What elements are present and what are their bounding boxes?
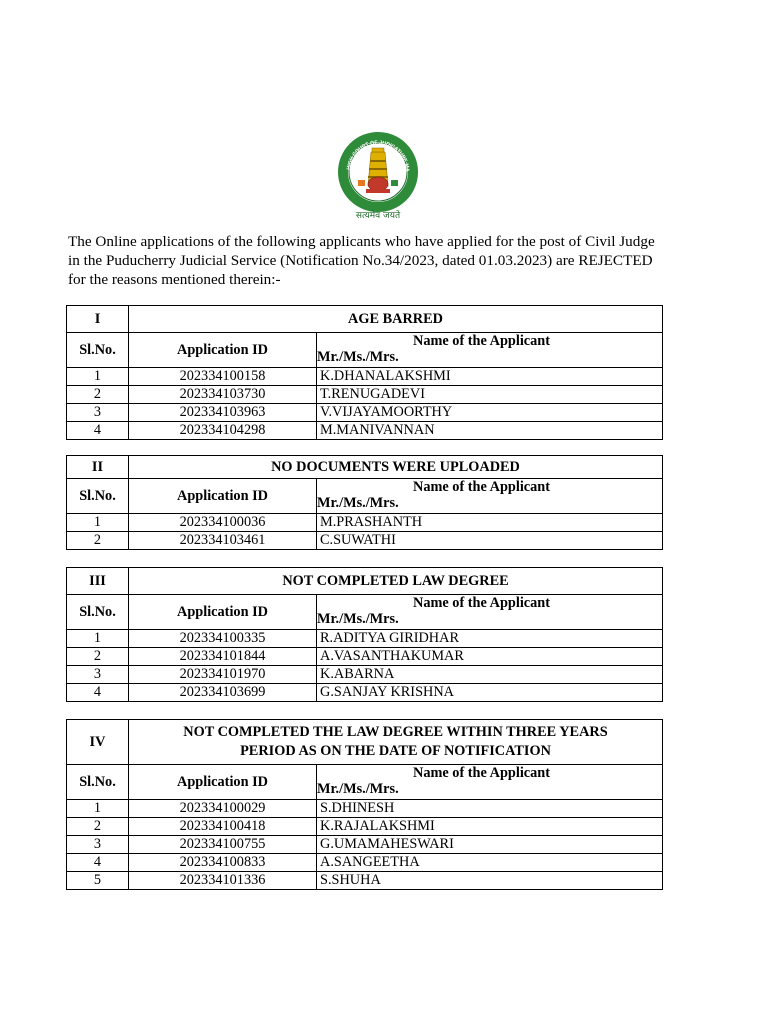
- table-row: [67, 684, 663, 702]
- section-title: NO DOCUMENTS WERE UPLOADED: [129, 456, 663, 479]
- table-row: [67, 800, 663, 818]
- cell-app-id: 202334100158: [129, 368, 317, 386]
- table-row: [67, 666, 663, 684]
- cell-name: C.SUWATHI: [317, 532, 663, 550]
- col-name-line2: Mr./Ms./Mrs.: [317, 611, 399, 627]
- cell-sl: 1: [67, 630, 129, 648]
- cell-name: M.MANIVANNAN: [317, 422, 663, 440]
- cell-app-id: 202334104298: [129, 422, 317, 440]
- col-sl-no: Sl.No.: [67, 765, 129, 800]
- cell-sl: 4: [67, 684, 129, 702]
- high-court-emblem: [322, 132, 434, 222]
- section-number: I: [67, 306, 129, 333]
- cell-sl: 2: [67, 386, 129, 404]
- col-name-line2: Mr./Ms./Mrs.: [317, 781, 399, 797]
- cell-app-id: 202334100755: [129, 836, 317, 854]
- cell-app-id: 202334103699: [129, 684, 317, 702]
- section-number: III: [67, 568, 129, 595]
- cell-name: K.RAJALAKSHMI: [317, 818, 663, 836]
- cell-app-id: 202334103461: [129, 532, 317, 550]
- col-sl-no: Sl.No.: [67, 595, 129, 630]
- cell-name: S.DHINESH: [317, 800, 663, 818]
- cell-app-id: 202334101336: [129, 872, 317, 890]
- cell-app-id: 202334103730: [129, 386, 317, 404]
- cell-name: V.VIJAYAMOORTHY: [317, 404, 663, 422]
- section-title-line1: NOT COMPLETED THE LAW DEGREE WITHIN THREE YEARS: [183, 724, 608, 740]
- col-name-line1: Name of the Applicant: [413, 595, 551, 611]
- section-title: NOT COMPLETED LAW DEGREE: [129, 568, 663, 595]
- col-application-id: Application ID: [129, 595, 317, 630]
- column-header-row: [67, 595, 663, 630]
- cell-sl: 1: [67, 368, 129, 386]
- table-row: [67, 514, 663, 532]
- col-name: [317, 595, 663, 630]
- col-name: [317, 333, 663, 368]
- cell-app-id: 202334103963: [129, 404, 317, 422]
- col-sl-no: Sl.No.: [67, 333, 129, 368]
- cell-sl: 4: [67, 854, 129, 872]
- column-header-row: [67, 479, 663, 514]
- table-row: [67, 818, 663, 836]
- section-header-row: [67, 720, 663, 765]
- cell-sl: 2: [67, 648, 129, 666]
- section-title: [129, 720, 663, 765]
- cell-app-id: 202334101844: [129, 648, 317, 666]
- column-header-row: [67, 333, 663, 368]
- col-name-line2: Mr./Ms./Mrs.: [317, 495, 399, 511]
- cell-app-id: 202334100036: [129, 514, 317, 532]
- cell-app-id: 202334100335: [129, 630, 317, 648]
- cell-name: M.PRASHANTH: [317, 514, 663, 532]
- cell-sl: 1: [67, 800, 129, 818]
- cell-name: T.RENUGADEVI: [317, 386, 663, 404]
- cell-name: G.SANJAY KRISHNA: [317, 684, 663, 702]
- cell-sl: 3: [67, 666, 129, 684]
- section-header-row: [67, 306, 663, 333]
- col-name: [317, 479, 663, 514]
- emblem-ring-text: HIGH COURT OF JUDICATURE MA: [346, 139, 411, 173]
- cell-sl: 3: [67, 404, 129, 422]
- section-title-line2: PERIOD AS ON THE DATE OF NOTIFICATION: [240, 743, 551, 759]
- col-name: [317, 765, 663, 800]
- section-table-age-barred: [66, 305, 663, 440]
- cell-sl: 2: [67, 532, 129, 550]
- emblem-motto: सत्यमेव जयते: [355, 211, 401, 221]
- cell-sl: 4: [67, 422, 129, 440]
- cell-sl: 1: [67, 514, 129, 532]
- col-name-line2: Mr./Ms./Mrs.: [317, 349, 399, 365]
- col-application-id: Application ID: [129, 765, 317, 800]
- table-row: [67, 648, 663, 666]
- cell-name: A.VASANTHAKUMAR: [317, 648, 663, 666]
- column-header-row: [67, 765, 663, 800]
- cell-name: K.ABARNA: [317, 666, 663, 684]
- cell-name: R.ADITYA GIRIDHAR: [317, 630, 663, 648]
- section-header-row: [67, 568, 663, 595]
- section-table-three-years: [66, 719, 663, 890]
- cell-app-id: 202334100029: [129, 800, 317, 818]
- section-title: AGE BARRED: [129, 306, 663, 333]
- table-row: [67, 872, 663, 890]
- cell-sl: 5: [67, 872, 129, 890]
- section-table-no-documents: [66, 455, 663, 550]
- cell-app-id: 202334101970: [129, 666, 317, 684]
- intro-paragraph: The Online applications of the following applicants who have applied for the post of Civil Judge in the Puducherry Judicial Service (Notification No.34/2023, dated 01.03.2023) are REJECTED for the reasons mentioned therein:-: [68, 233, 655, 288]
- table-row: [67, 368, 663, 386]
- section-table-law-degree: [66, 567, 663, 702]
- table-row: [67, 386, 663, 404]
- cell-app-id: 202334100833: [129, 854, 317, 872]
- section-header-row: [67, 456, 663, 479]
- col-application-id: Application ID: [129, 333, 317, 368]
- col-application-id: Application ID: [129, 479, 317, 514]
- table-row: [67, 422, 663, 440]
- cell-name: G.UMAMAHESWARI: [317, 836, 663, 854]
- cell-name: A.SANGEETHA: [317, 854, 663, 872]
- col-name-line1: Name of the Applicant: [413, 479, 551, 495]
- table-row: [67, 532, 663, 550]
- cell-sl: 3: [67, 836, 129, 854]
- cell-sl: 2: [67, 818, 129, 836]
- section-number: IV: [67, 720, 129, 765]
- table-row: [67, 630, 663, 648]
- cell-app-id: 202334100418: [129, 818, 317, 836]
- cell-name: S.SHUHA: [317, 872, 663, 890]
- section-number: II: [67, 456, 129, 479]
- table-row: [67, 404, 663, 422]
- cell-name: K.DHANALAKSHMI: [317, 368, 663, 386]
- table-row: [67, 854, 663, 872]
- col-name-line1: Name of the Applicant: [413, 333, 551, 349]
- col-sl-no: Sl.No.: [67, 479, 129, 514]
- col-name-line1: Name of the Applicant: [413, 765, 551, 781]
- table-row: [67, 836, 663, 854]
